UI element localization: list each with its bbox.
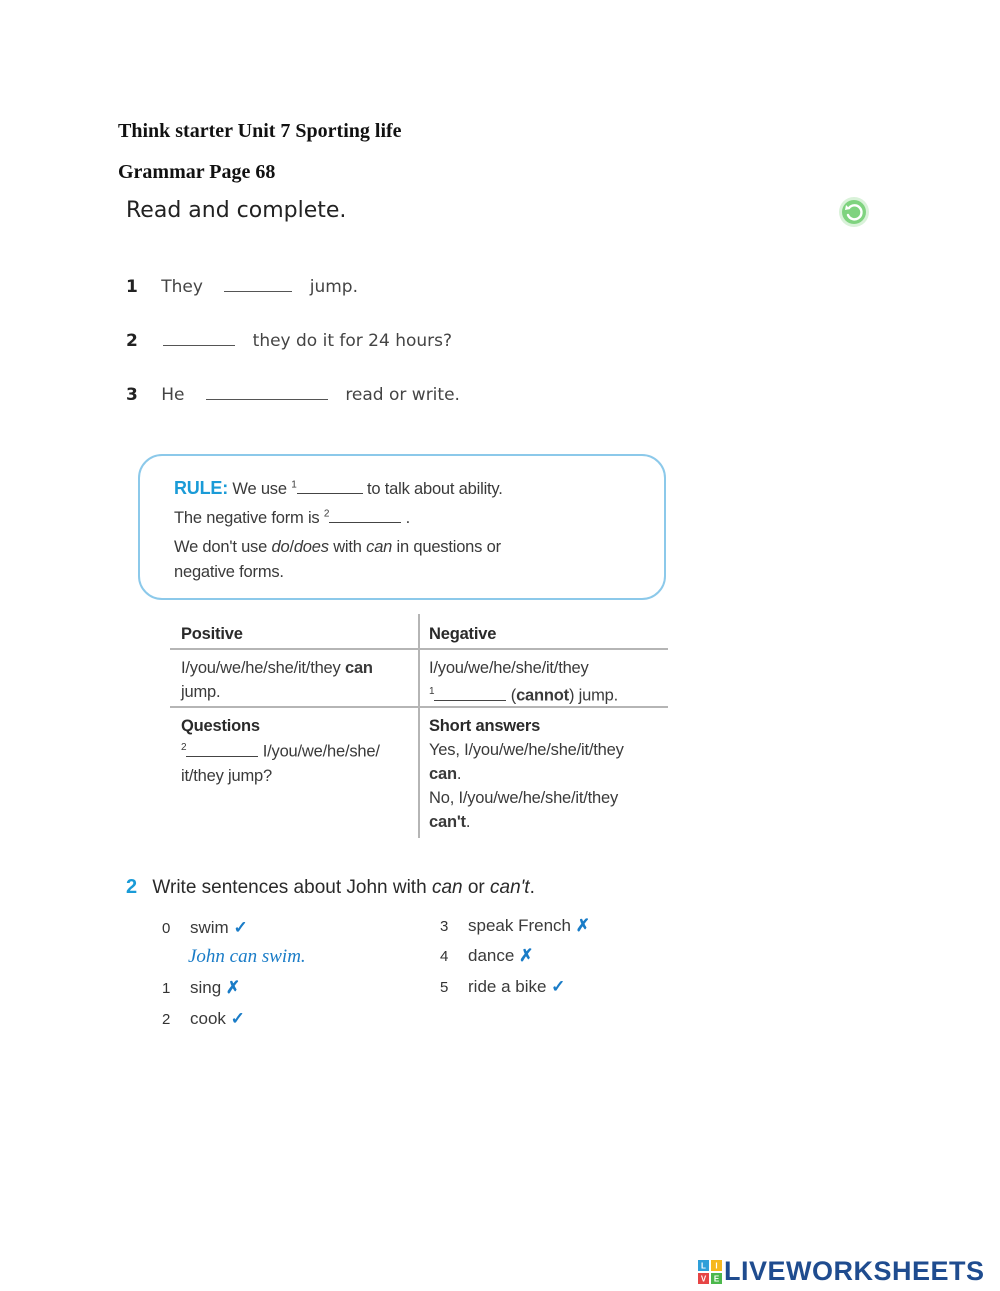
rule-italic: does <box>293 538 329 556</box>
cell-bold: can <box>429 765 457 783</box>
footnote-number: 1 <box>291 479 297 491</box>
cell-bold: cannot <box>516 686 569 705</box>
exercise2-title <box>126 876 535 899</box>
item-before: He <box>161 385 185 405</box>
rule-italic: can <box>366 538 393 556</box>
item-number: 4 <box>440 948 449 965</box>
cell-bold: can't <box>429 813 466 831</box>
exercise2-item-1 <box>162 978 240 1002</box>
cell-text: No, I/you/we/he/she/it/they <box>429 789 619 807</box>
item-number: 2 <box>162 1011 171 1028</box>
rule-label: RULE: <box>174 478 228 498</box>
worksheet-title: Think starter Unit 7 Sporting life <box>118 120 402 142</box>
footnote-number: 2 <box>323 508 330 520</box>
item-before: They <box>161 277 203 297</box>
item-text: ride a bike <box>468 977 547 996</box>
rule-blank-2 <box>329 508 401 523</box>
logo-letter: E <box>713 1274 720 1284</box>
exercise2-item-4 <box>440 946 533 970</box>
cell-text: Yes, I/you/we/he/she/it/they <box>429 741 624 759</box>
logo-letter: I <box>715 1261 718 1271</box>
rule-line-2 <box>174 508 410 528</box>
cross-icon: ✗ <box>575 916 590 935</box>
footnote-number: 2 <box>181 742 187 753</box>
item-text: cook <box>190 1009 226 1028</box>
rule-text: We use <box>232 480 287 498</box>
cell-text: I/you/we/he/she/it/they <box>181 659 341 677</box>
liveworksheets-logo <box>698 1258 988 1288</box>
questions-cell <box>181 736 417 788</box>
rule-text: in questions or <box>396 538 501 556</box>
brand-name: LIVEWORKSHEETS <box>724 1256 985 1286</box>
item-number: 5 <box>440 979 449 996</box>
cell-text: I/you/we/he/she/it/they <box>429 659 589 677</box>
exercise1-title: Read and complete. <box>126 198 347 223</box>
reset-arrow-icon[interactable] <box>838 196 870 228</box>
item-number: 1 <box>126 277 138 297</box>
cell-text: it/they jump? <box>181 766 272 785</box>
rule-blank-1 <box>297 479 363 494</box>
cell-bold: can <box>344 659 373 677</box>
negative-cell <box>429 656 665 708</box>
exercise2-item-3 <box>440 916 590 940</box>
cell-text: jump. <box>181 683 221 701</box>
rule-text: The negative form is <box>174 509 320 527</box>
instruction-text: Write sentences about John with <box>152 877 427 898</box>
grammar-table <box>170 614 668 838</box>
worksheet-subtitle: Grammar Page 68 <box>118 161 276 183</box>
negative-header: Negative <box>429 625 497 643</box>
rule-text: . <box>405 509 411 527</box>
rule-text: / <box>289 538 294 556</box>
exercise1-item-2 <box>126 329 452 353</box>
logo-letter: L <box>701 1261 706 1271</box>
instruction-italic: can't <box>490 877 530 898</box>
item-text: dance <box>468 946 515 965</box>
short-answers-header: Short answers <box>429 717 541 735</box>
table-blank-1 <box>434 686 506 701</box>
instruction-text: . <box>529 877 535 898</box>
check-icon: ✓ <box>230 1009 245 1028</box>
item-after: they do it for 24 hours? <box>252 331 453 351</box>
table-divider <box>170 648 668 650</box>
exercise2-number: 2 <box>126 876 138 898</box>
check-icon: ✓ <box>233 918 248 937</box>
cross-icon: ✗ <box>519 946 534 965</box>
item-text: sing <box>190 978 222 997</box>
answer-blank-3[interactable] <box>206 383 328 400</box>
logo-blocks-icon <box>698 1260 722 1284</box>
rule-text: We don't use <box>174 538 268 556</box>
item-text: swim <box>190 918 229 937</box>
rule-line-4: negative forms. <box>174 563 284 581</box>
cell-text: I/you/we/he/she/ <box>262 742 380 761</box>
cell-text: ) jump. <box>568 686 618 705</box>
positive-cell <box>181 656 417 704</box>
rule-text: with <box>333 538 362 556</box>
item-number: 3 <box>126 385 138 405</box>
item-number: 0 <box>162 920 171 937</box>
example-answer: John can swim. <box>188 946 306 967</box>
cell-text: . <box>456 765 462 783</box>
positive-header: Positive <box>181 625 243 643</box>
exercise2-item-2 <box>162 1009 245 1033</box>
instruction-text: or <box>467 877 485 898</box>
item-after: jump. <box>309 277 359 297</box>
short-answers-cell <box>429 738 665 834</box>
exercise1-item-3 <box>126 383 460 407</box>
rule-line-3 <box>174 538 501 557</box>
answer-blank-1[interactable] <box>224 275 292 292</box>
exercise2-item-5 <box>440 977 565 1001</box>
item-number: 3 <box>440 918 449 935</box>
cross-icon: ✗ <box>225 978 241 997</box>
rule-italic: do <box>271 538 290 556</box>
item-text: speak French <box>468 916 571 935</box>
item-after: read or write. <box>345 385 460 405</box>
cell-text: . <box>465 813 471 831</box>
questions-header: Questions <box>181 717 260 735</box>
footnote-number: 1 <box>429 686 435 697</box>
item-number: 2 <box>126 331 138 351</box>
answer-blank-2[interactable] <box>163 329 235 346</box>
rule-text: to talk about ability. <box>367 480 503 498</box>
check-icon: ✓ <box>551 977 566 996</box>
item-number: 1 <box>162 980 171 997</box>
logo-letter: V <box>700 1274 707 1284</box>
exercise1-item-1 <box>126 275 358 299</box>
instruction-italic: can <box>431 877 463 898</box>
exercise2-item-0 <box>162 918 248 942</box>
cell-text: ( <box>510 686 517 705</box>
table-blank-2 <box>186 742 258 757</box>
rule-line-1 <box>174 478 503 499</box>
